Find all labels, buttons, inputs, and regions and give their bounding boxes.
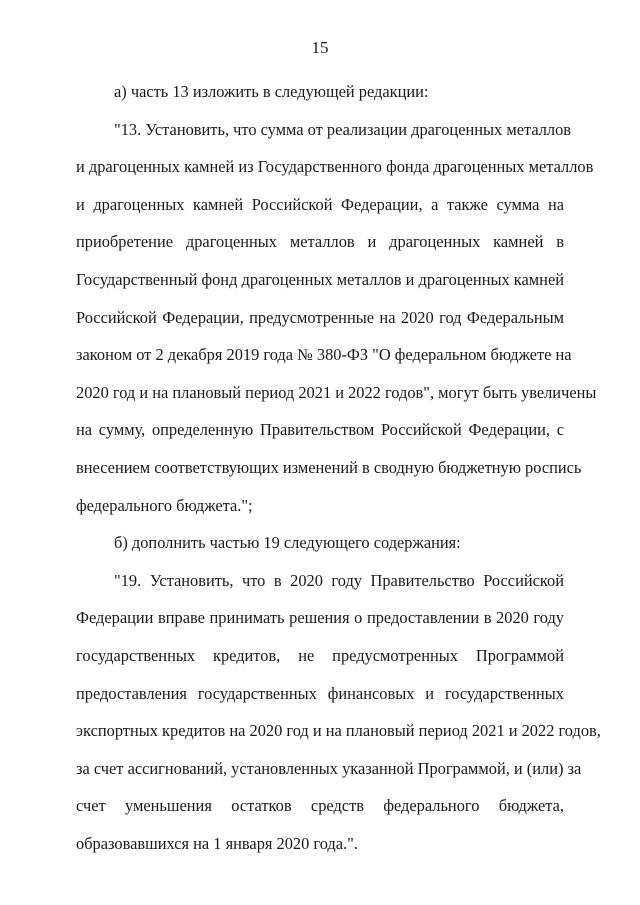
text-line: внесением соответствующих изменений в сводную бюджетную роспись — [76, 457, 582, 477]
text-line: приобретение драгоценных металлов и драгоценных камней в — [76, 232, 564, 252]
text-line: экспортных кредитов на 2020 год и на плановый период 2021 и 2022 годов, — [76, 721, 601, 741]
text-line: Российской Федерации, предусмотренные на 2020 год Федеральным — [76, 307, 564, 327]
text-line: предоставления государственных финансовых и государственных — [76, 683, 564, 703]
text-line: счет уменьшения остатков средств федерального бюджета, — [76, 796, 564, 816]
text-line: и драгоценных камней из Государственного фонда драгоценных металлов — [76, 157, 594, 177]
text-line: на сумму, определенную Правительством Российской Федерации, с — [76, 420, 564, 440]
text-line: Федерации вправе принимать решения о предоставлении в 2020 году — [76, 608, 564, 628]
text-line: федерального бюджета."; — [76, 495, 253, 515]
text-line: б) дополнить частью 19 следующего содержания: — [114, 533, 461, 553]
paragraph-item-a — [76, 73, 564, 111]
text-line: и драгоценных камней Российской Федерации, а также сумма на — [76, 194, 564, 214]
text-line: государственных кредитов, не предусмотренных Программой — [76, 645, 564, 665]
paragraph-part-13 — [76, 111, 597, 525]
text-line: "13. Установить, что сумма от реализации драгоценных металлов — [114, 119, 572, 139]
paragraph-item-b — [76, 524, 564, 562]
paragraph-part-19 — [76, 562, 601, 863]
text-line: 2020 год и на плановый период 2021 и 2022 годов", могут быть увеличены — [76, 382, 597, 402]
document-body — [76, 73, 601, 862]
text-line: законом от 2 декабря 2019 года № 380-ФЗ "О федеральном бюджете на — [76, 345, 572, 365]
text-line: Государственный фонд драгоценных металлов и драгоценных камней — [76, 269, 564, 289]
text-line: а) часть 13 изложить в следующей редакции: — [114, 82, 429, 101]
text-line: образовавшихся на 1 января 2020 года.". — [76, 833, 358, 853]
page-number: 15 — [311, 38, 329, 57]
text-line: за счет ассигнований, установленных указанной Программой, и (или) за — [76, 758, 582, 778]
text-line: "19. Установить, что в 2020 году Правительство Российской — [114, 570, 564, 590]
